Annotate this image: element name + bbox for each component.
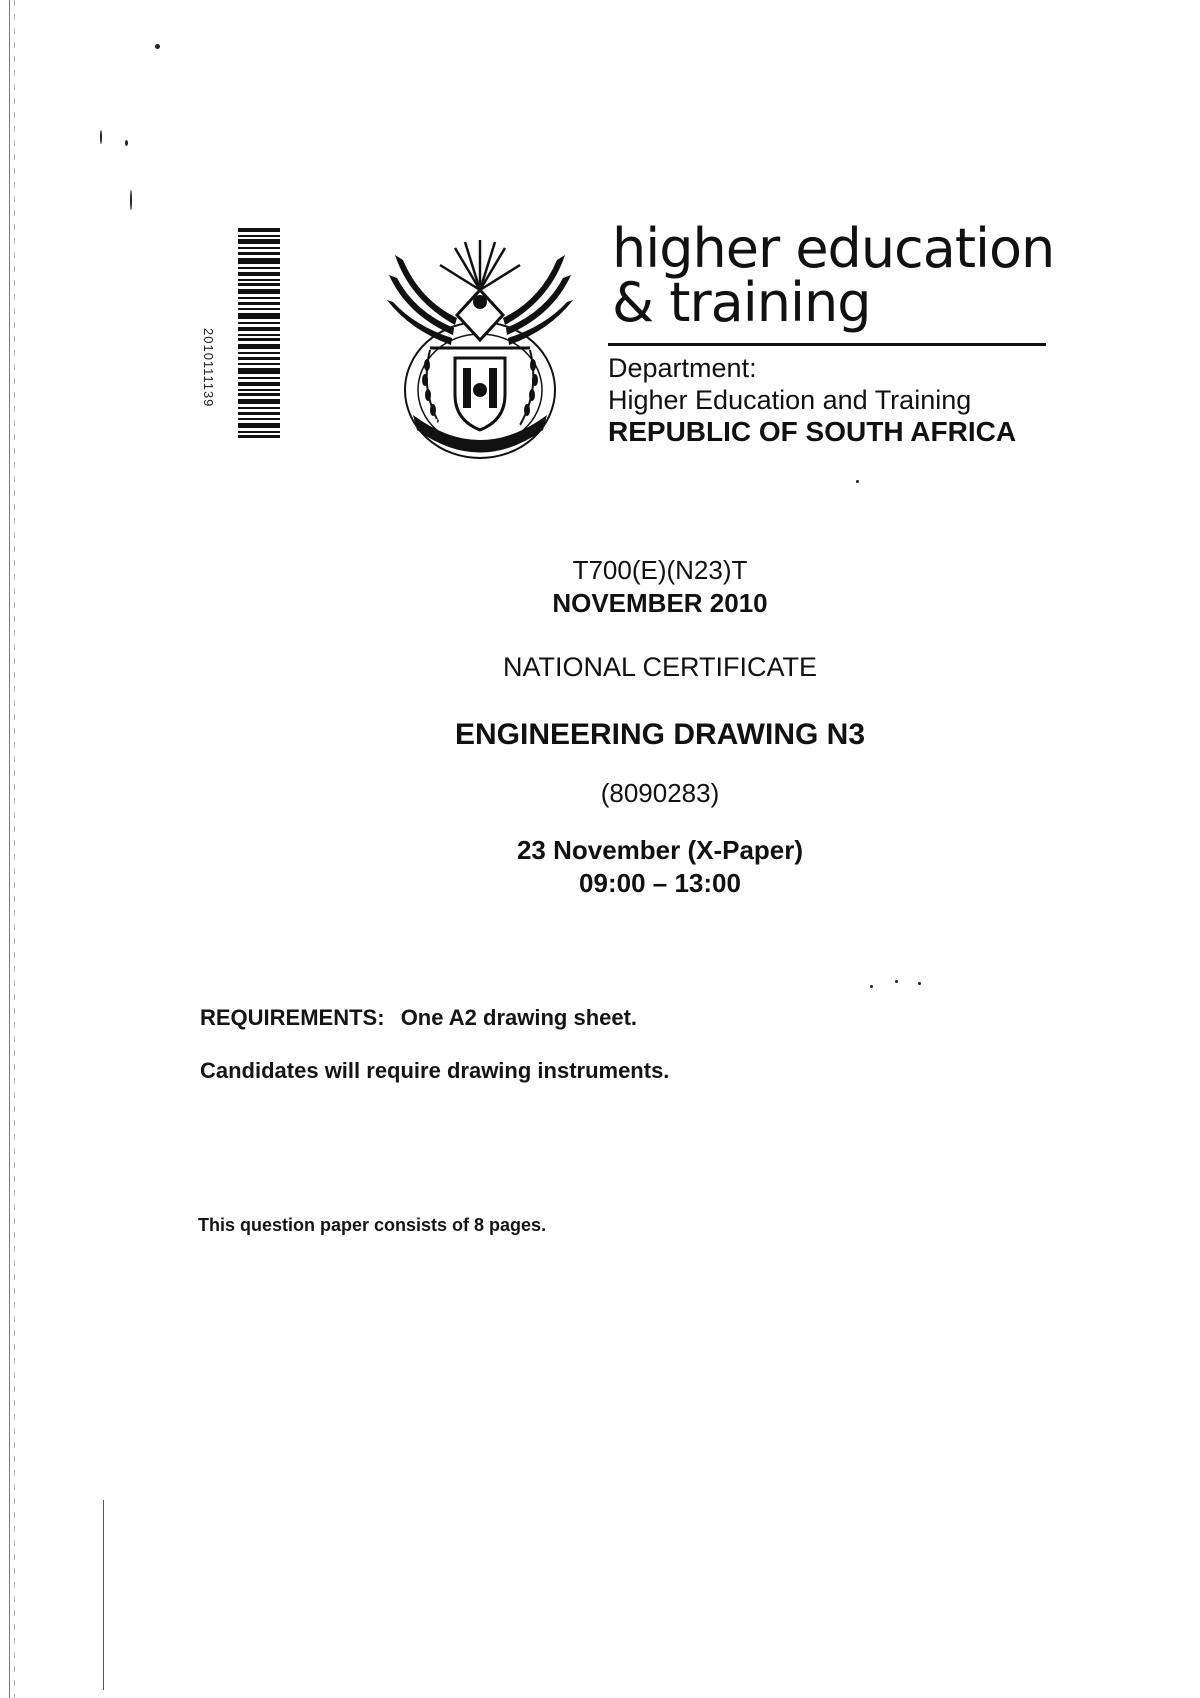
exam-month: NOVEMBER 2010 bbox=[552, 588, 768, 618]
coat-of-arms-emblem bbox=[385, 230, 575, 470]
department-logo-title bbox=[612, 217, 1055, 334]
scan-speck bbox=[856, 480, 859, 483]
scan-speck bbox=[918, 982, 921, 985]
subject-code: (8090283) bbox=[600, 778, 720, 808]
exam-time: 09:00 – 13:00 bbox=[579, 868, 741, 898]
logo-title-line1: higher education bbox=[612, 217, 1055, 280]
exam-date: 23 November (X-Paper) bbox=[516, 835, 804, 865]
logo-title-line2: & training bbox=[612, 271, 871, 334]
coat-of-arms-motto: !KE E: /XARRA //KE bbox=[430, 418, 524, 441]
logo-divider bbox=[608, 343, 1046, 346]
scan-edge-line bbox=[9, 0, 10, 1698]
page-count-note: This question paper consists of 8 pages. bbox=[198, 1215, 547, 1235]
barcode-number: 2010111139 bbox=[201, 328, 216, 408]
department-block bbox=[608, 352, 1016, 448]
requirements-line bbox=[200, 1005, 637, 1031]
requirements-value: One A2 drawing sheet. bbox=[400, 1005, 638, 1030]
barcode-graphic bbox=[210, 228, 280, 438]
scan-edge-line-lower bbox=[103, 1500, 104, 1690]
scan-speck bbox=[130, 190, 132, 210]
department-name: Higher Education and Training bbox=[608, 385, 972, 415]
scan-speck bbox=[125, 140, 128, 146]
scan-speck bbox=[100, 130, 102, 144]
instruments-note: Candidates will require drawing instruments. bbox=[200, 1058, 670, 1083]
paper-code: T700(E)(N23)T bbox=[572, 555, 748, 585]
scan-speck bbox=[155, 44, 160, 49]
scan-speck bbox=[895, 980, 898, 983]
scan-edge-dashes bbox=[14, 0, 15, 1698]
country-name: REPUBLIC OF SOUTH AFRICA bbox=[608, 416, 1017, 447]
certificate-title: NATIONAL CERTIFICATE bbox=[502, 652, 818, 682]
scan-speck bbox=[870, 985, 873, 988]
subject-title: ENGINEERING DRAWING N3 bbox=[454, 718, 866, 751]
department-label: Department: bbox=[608, 353, 757, 383]
requirements-label: REQUIREMENTS: bbox=[200, 1005, 385, 1030]
